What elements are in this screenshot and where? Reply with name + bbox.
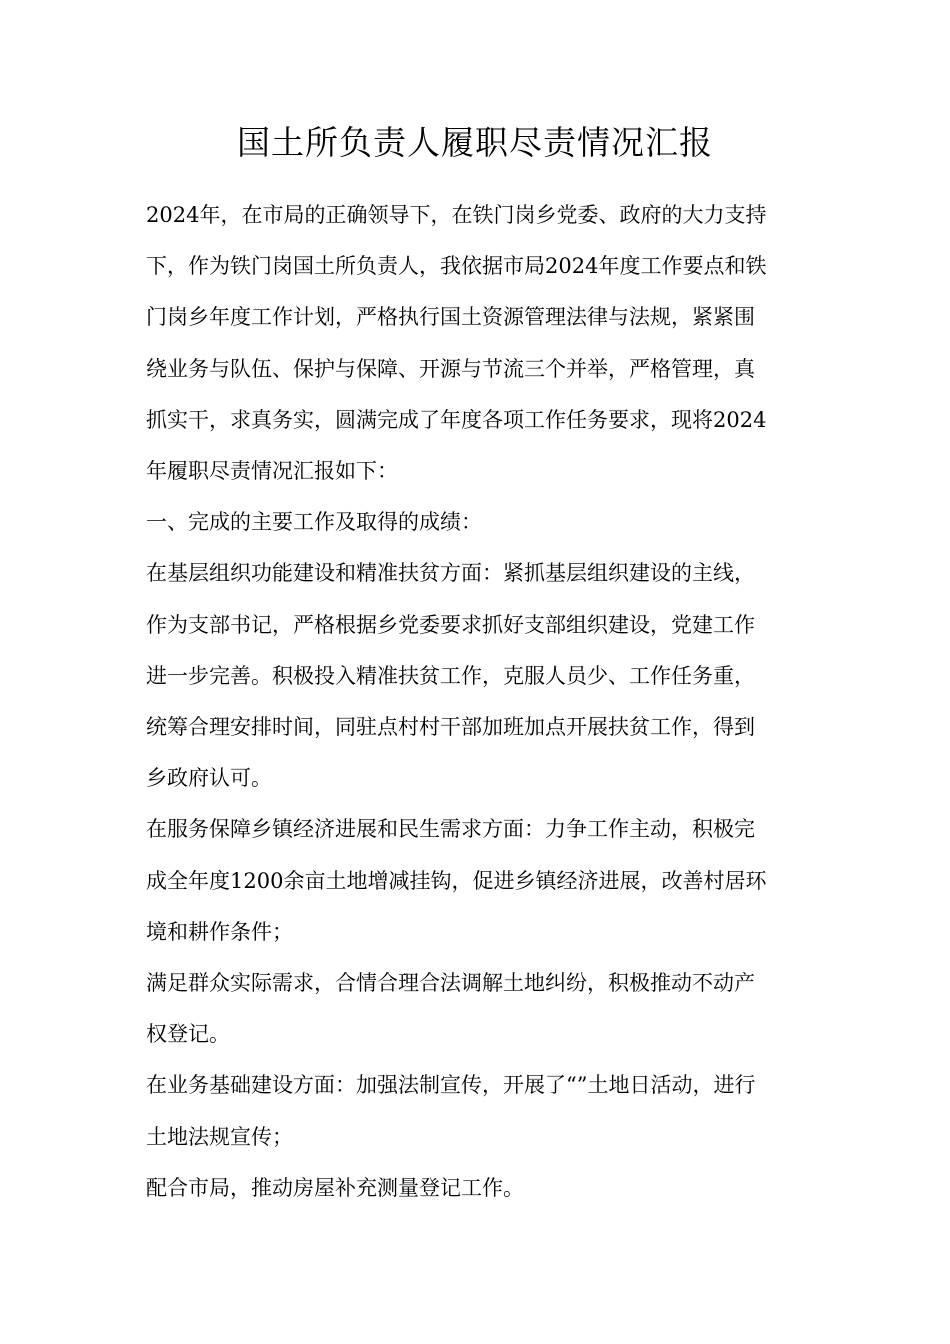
text-line: 一、完成的主要工作及取得的成绩： bbox=[146, 510, 482, 535]
paragraph-economy bbox=[146, 804, 808, 958]
paragraph-intro bbox=[146, 190, 808, 497]
text-line: 进一步完善。积极投入精准扶贫工作，克服人员少、工作任务重， bbox=[146, 663, 755, 688]
text-line: 境和耕作条件； bbox=[146, 919, 293, 944]
text-line: 乡政府认可。 bbox=[146, 766, 272, 791]
text-line: 在基层组织功能建设和精准扶贫方面：紧抓基层组织建设的主线， bbox=[146, 561, 755, 586]
text-line: 抓实干，求真务实，圆满完成了年度各项工作任务要求，现将2024 bbox=[146, 407, 767, 432]
paragraph-demands bbox=[146, 958, 808, 1060]
document-title: 国土所负责人履职尽责情况汇报 bbox=[237, 123, 713, 162]
section-heading bbox=[146, 497, 808, 548]
paragraph-legal bbox=[146, 1060, 808, 1162]
text-line: 作为支部书记，严格根据乡党委要求抓好支部组织建设，党建工作 bbox=[146, 612, 755, 637]
text-line: 土地法规宣传； bbox=[146, 1124, 293, 1149]
paragraph-survey bbox=[146, 1163, 808, 1214]
text-line: 成全年度1200余亩土地增减挂钩，促进乡镇经济进展，改善村居环 bbox=[146, 868, 767, 893]
text-line: 年履职尽责情况汇报如下： bbox=[146, 459, 398, 484]
text-line: 下，作为铁门岗国土所负责人，我依据市局2024年度工作要点和铁 bbox=[146, 254, 767, 279]
text-line: 门岗乡年度工作计划，严格执行国土资源管理法律与法规，紧紧围 bbox=[146, 305, 755, 330]
paragraph-organization bbox=[146, 548, 808, 804]
text-line: 在业务基础建设方面：加强法制宣传，开展了“”土地日活动，进行 bbox=[146, 1073, 756, 1098]
text-line: 统筹合理安排时间，同驻点村村干部加班加点开展扶贫工作，得到 bbox=[146, 715, 755, 740]
text-line: 绕业务与队伍、保护与保障、开源与节流三个并举，严格管理，真 bbox=[146, 356, 755, 381]
text-line: 权登记。 bbox=[146, 1022, 230, 1047]
text-line: 在服务保障乡镇经济进展和民生需求方面：力争工作主动，积极完 bbox=[146, 817, 755, 842]
text-line: 满足群众实际需求，合情合理合法调解土地纠纷，积极推动不动产 bbox=[146, 971, 755, 996]
text-line: 2024年，在市局的正确领导下，在铁门岗乡党委、政府的大力支持 bbox=[146, 203, 767, 227]
text-line: 配合市局，推动房屋补充测量登记工作。 bbox=[146, 1175, 524, 1200]
document-body bbox=[146, 190, 808, 1214]
